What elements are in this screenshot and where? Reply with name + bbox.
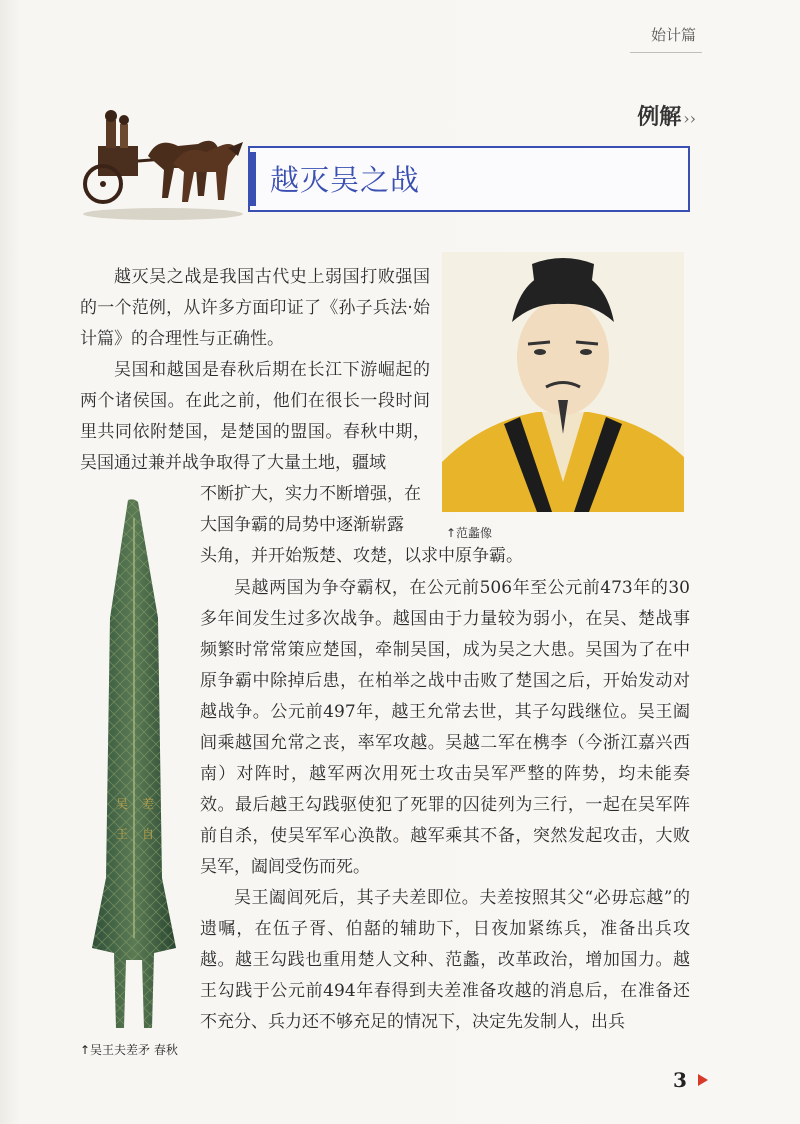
paragraph-wars: 吴越两国为争夺霸权，在公元前506年至公元前473年的30多年间发生过多次战争。越国由于力量较为弱小，在吴、楚战事频繁时常常策应楚国，牵制吴国，成为吴之大患。吴国为了在中原争霸中除掉后患，在柏举之战中击败了楚国之后，开始发动对越战争。公元前497年，越王允常去世，其子勾践继位。吴王阖闾乘越国允常之丧，率军攻越。吴越二军在槜李（今浙江嘉兴西南）对阵时，越军两次用死士攻击吴军严整的阵势，均未能奏效。最后越王勾践驱使犯了死罪的囚徒列为三行，一起在吴军阵前自杀，使吴军军心涣散。越军乘其不备，突然发起攻击，大败吴军，阖闾受伤而死。 [200, 578, 690, 877]
page-title: 越灭吴之战 [270, 163, 421, 197]
chapter-header: 始计篇 [650, 26, 696, 44]
fan-li-portrait [442, 252, 684, 512]
svg-text:吴: 吴 [116, 797, 129, 811]
title-accent-bar [250, 152, 256, 206]
svg-text:自: 自 [142, 827, 155, 841]
chevron-right-icon: ›› [683, 109, 696, 128]
section-tag [637, 100, 696, 131]
paragraph-intro: 越灭吴之战是我国古代史上弱国打败强国的一个范例，从许多方面印证了《孙子兵法·始计篇》的合理性与正确性。 [80, 267, 430, 349]
header-rule [630, 52, 702, 53]
paragraph-background-continued: 不断扩大，实力不断增强，在大国争霸的局势中逐渐崭露 [200, 484, 421, 535]
spear-caption: ↑吴王夫差矛 春秋 [80, 1043, 178, 1057]
spear-of-fuchai-image [84, 498, 184, 1038]
chariot-illustration [78, 106, 248, 222]
paragraph-fuchai: 吴王阖闾死后，其子夫差即位。夫差按照其父“必毋忘越”的遗嘱，在伍子胥、伯嚭的辅助下，日夜加紧练兵，准备出兵攻越。越王勾践也重用楚人文种、范蠡，改革政治，增加国力。越王勾践于公元前494年春得到夫差准备攻越的消息后，在准备还不充分、兵力还不够充足的情况下，决定先发制人，出兵 [200, 888, 690, 1032]
next-page-arrow-icon [698, 1074, 708, 1086]
paragraph-background: 吴国和越国是春秋后期在长江下游崛起的两个诸侯国。在此之前，他们在很长一段时间里共同依附楚国，是楚国的盟国。春秋中期，吴国通过兼并战争取得了大量土地，疆域 [80, 360, 430, 473]
section-tag-label: 例解 [637, 104, 682, 130]
portrait-caption: ↑范蠡像 [446, 526, 493, 540]
svg-text:差: 差 [142, 797, 155, 811]
title-box [248, 146, 690, 212]
paragraph-background-end: 头角，并开始叛楚、攻楚，以求中原争霸。 [200, 546, 523, 566]
svg-text:王: 王 [116, 827, 129, 841]
page-number: 3 [673, 1068, 687, 1092]
